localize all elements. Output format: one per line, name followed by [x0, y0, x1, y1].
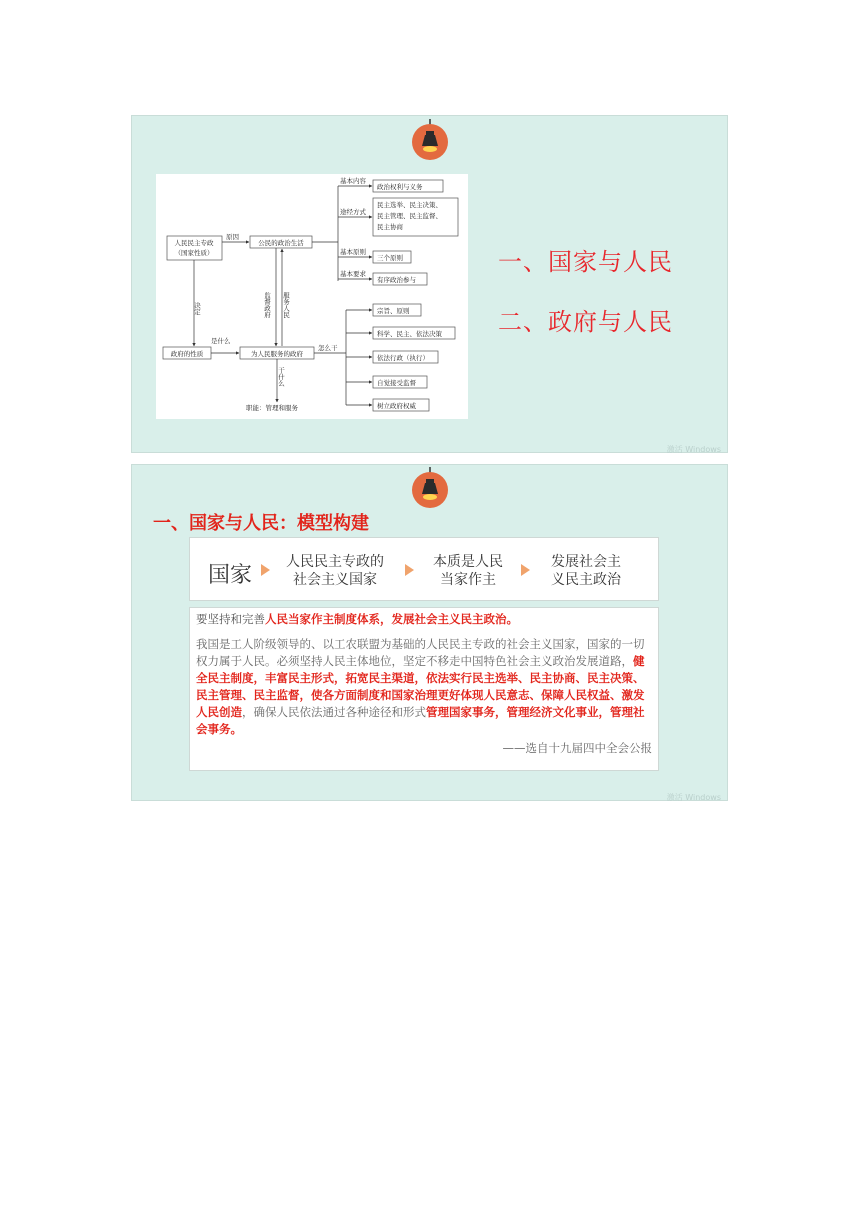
label-what-do: 干什么: [277, 367, 285, 387]
label-what-is: 是什么: [211, 337, 231, 345]
model-step2-line2: 当家作主: [440, 572, 496, 588]
slide-title: 一、国家与人民：模型构建: [153, 513, 369, 534]
arrow-right-icon: [261, 564, 270, 576]
label-reason: 原因: [226, 233, 239, 241]
node-orderly: 有序政治参与: [377, 276, 416, 284]
label-how-to: 怎么干: [318, 344, 338, 352]
node-principles: 三个原则: [377, 254, 403, 262]
activation-watermark: 激活 Windows: [666, 445, 721, 454]
node-science: 科学、民主、依法决策: [377, 330, 442, 338]
heading-state-and-people: 一、国家与人民: [498, 248, 673, 276]
label-basic-requirement: 基本要求: [340, 270, 366, 278]
node-gov-nature: 政府的性质: [170, 350, 204, 358]
model-step3: [540, 553, 632, 589]
slide-state-and-people-overview: [131, 115, 728, 453]
model-flow: [189, 537, 659, 601]
model-step3-line2: 义民主政治: [551, 572, 621, 588]
node-ways-line2: 民主管理、民主监督、: [377, 212, 442, 220]
quote-plain-2: ，确保人民依法通过各种途径和形式: [242, 705, 426, 719]
node-state-line1: 人民民主专政: [174, 239, 214, 247]
model-step1: [280, 553, 390, 589]
heading-government-and-people: 二、政府与人民: [498, 308, 673, 336]
node-citizen-politics: 公民的政治生活: [258, 239, 304, 247]
node-authority: 树立政府权威: [377, 402, 416, 410]
label-basic-principle: 基本原则: [340, 248, 366, 256]
label-basic-content: 基本内容: [340, 177, 366, 185]
concept-diagram: [156, 174, 468, 419]
model-step2-line1: 本质是人民: [433, 554, 503, 570]
model-step3-line1: 发展社会主: [551, 554, 621, 570]
quote-intro: [196, 611, 652, 627]
model-step1-line2: 社会主义国家: [293, 572, 377, 588]
quote-emphasis-2: 管理国家事务，管理经济文化事业，管理社会事务。: [196, 705, 645, 736]
node-ways-line1: 民主选举、民主决策、: [377, 201, 442, 209]
lamp-icon: [409, 467, 451, 509]
quote-emphasis-1: 健全民主制度，丰富民主形式，拓宽民主渠道，依法实行民主选举、民主协商、民主决策、民主管理、民主监督，使各方面制度和国家治理更好体现人民意志、保障人民权益、激发人民创造: [196, 654, 645, 719]
label-decide: 决定: [193, 302, 201, 315]
quote-plain-1: 我国是工人阶级领导的、以工农联盟为基础的人民民主专政的社会主义国家，国家的一切权力属于人民。必须坚持人民主体地位，坚定不移走中国特色社会主义政治发展道路，: [196, 637, 645, 668]
arrow-right-icon: [405, 564, 414, 576]
label-serve: 服务人民: [282, 292, 290, 318]
slide-model-construction: [131, 464, 728, 801]
arrow-right-icon: [521, 564, 530, 576]
node-law-admin: 依法行政（执行）: [377, 354, 429, 362]
node-rights: 政治权利与义务: [377, 183, 423, 191]
model-step2: [422, 553, 514, 589]
node-ways-line3: 民主协商: [377, 223, 403, 231]
lamp-icon: [409, 119, 451, 161]
quote-paragraph: [196, 636, 652, 738]
activation-watermark: 激活 Windows: [666, 793, 721, 802]
quote-intro-emphasis: 人民当家作主制度体系，发展社会主义民主政治。: [265, 612, 518, 626]
node-serve-gov: 为人民服务的政府: [251, 350, 303, 358]
model-step1-line1: 人民民主专政的: [286, 554, 384, 570]
label-duty: 职能：管理和服务: [246, 404, 298, 412]
label-approach: 途经方式: [340, 208, 366, 216]
node-purpose: 宗旨、原则: [377, 307, 410, 315]
quote-source: ——选自十九届四中全会公报: [502, 741, 652, 755]
quote-box: [189, 607, 659, 771]
label-supervise: 监督政府: [263, 292, 271, 318]
node-supervision: 自觉接受监督: [377, 379, 416, 387]
node-state-line2: （国家性质）: [174, 249, 214, 257]
model-country: 国家: [208, 563, 253, 588]
quote-intro-plain: 要坚持和完善: [196, 612, 265, 626]
